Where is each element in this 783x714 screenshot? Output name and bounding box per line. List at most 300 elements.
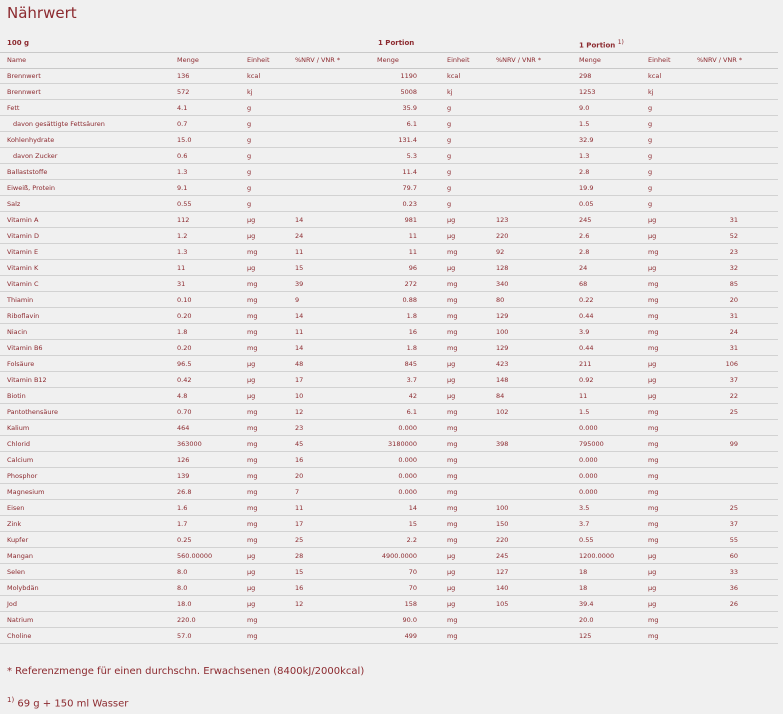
cell-name: Riboflavin <box>7 312 40 320</box>
cell-name: Selen <box>7 568 26 576</box>
footnote-portion <box>7 696 128 709</box>
cell-menge-portion1: 6.1 <box>406 408 417 416</box>
cell-einheit-portion2: mg <box>648 296 659 304</box>
table-row <box>0 84 778 100</box>
cell-menge-portion2: 20.0 <box>579 616 594 624</box>
cell-menge-portion2: 211 <box>579 360 592 368</box>
cell-menge-portion2: 1200.0000 <box>579 552 615 560</box>
cell-name: Vitamin B6 <box>7 344 43 352</box>
cell-menge-100g: 1.3 <box>177 248 188 256</box>
cell-menge-portion2: 125 <box>579 632 592 640</box>
cell-menge-portion1: 90.0 <box>402 616 417 624</box>
cell-einheit-portion1: mg <box>447 504 458 512</box>
cell-menge-portion2: 1253 <box>579 88 596 96</box>
cell-menge-100g: 57.0 <box>177 632 192 640</box>
col-einheit-3: Einheit <box>648 56 671 64</box>
cell-menge-portion2: 0.05 <box>579 200 594 208</box>
cell-einheit-portion2: mg <box>648 344 659 352</box>
cell-name: Eisen <box>7 504 25 512</box>
cell-nrv-portion2: 24 <box>729 328 738 336</box>
cell-einheit-portion2: mg <box>648 408 659 416</box>
cell-name: Vitamin K <box>7 264 39 272</box>
cell-menge-100g: 0.10 <box>177 296 192 304</box>
cell-einheit-100g: g <box>247 184 252 192</box>
cell-einheit-100g: g <box>247 152 252 160</box>
cell-nrv-100g: 48 <box>295 360 304 368</box>
cell-name: Biotin <box>7 392 26 400</box>
cell-nrv-100g: 12 <box>295 408 304 416</box>
cell-einheit-100g: mg <box>247 424 258 432</box>
cell-einheit-100g: mg <box>247 280 258 288</box>
cell-einheit-100g: g <box>247 104 252 112</box>
cell-menge-100g: 8.0 <box>177 568 188 576</box>
cell-name: Salz <box>7 200 21 208</box>
cell-name: Vitamin D <box>7 232 39 240</box>
cell-menge-portion1: 14 <box>408 504 417 512</box>
cell-nrv-portion1: 105 <box>496 600 509 608</box>
cell-menge-portion1: 0.000 <box>398 424 417 432</box>
cell-einheit-portion2: µg <box>648 376 657 384</box>
cell-name: Choline <box>7 632 32 640</box>
cell-einheit-portion1: µg <box>447 392 456 400</box>
cell-menge-100g: 0.42 <box>177 376 192 384</box>
cell-einheit-100g: mg <box>247 248 258 256</box>
cell-einheit-portion2: mg <box>648 424 659 432</box>
cell-menge-portion2: 3.9 <box>579 328 590 336</box>
cell-nrv-portion2: 32 <box>729 264 738 272</box>
cell-einheit-100g: µg <box>247 232 256 240</box>
cell-menge-portion1: 0.23 <box>402 200 417 208</box>
cell-nrv-portion1: 150 <box>496 520 509 528</box>
cell-einheit-portion2: mg <box>648 488 659 496</box>
cell-name: Pantothensäure <box>7 408 59 416</box>
cell-nrv-portion1: 220 <box>496 536 509 544</box>
cell-name: Brennwert <box>7 88 41 96</box>
cell-nrv-portion1: 127 <box>496 568 509 576</box>
cell-menge-portion1: 845 <box>404 360 417 368</box>
cell-nrv-100g: 7 <box>295 488 300 496</box>
cell-einheit-portion1: mg <box>447 456 458 464</box>
cell-nrv-100g: 17 <box>295 376 304 384</box>
cell-nrv-portion1: 129 <box>496 344 509 352</box>
cell-einheit-100g: mg <box>247 440 258 448</box>
cell-einheit-portion1: mg <box>447 328 458 336</box>
group-portion-2-sup: 1) <box>617 39 624 46</box>
cell-menge-portion1: 42 <box>408 392 417 400</box>
cell-einheit-100g: µg <box>247 360 256 368</box>
cell-menge-portion2: 298 <box>579 72 592 80</box>
col-einheit-2: Einheit <box>447 56 470 64</box>
cell-nrv-portion2: 26 <box>729 600 738 608</box>
cell-einheit-100g: mg <box>247 456 258 464</box>
cell-menge-portion1: 11 <box>408 248 417 256</box>
cell-menge-portion1: 1.8 <box>406 344 417 352</box>
group-100g: 100 g <box>7 39 30 47</box>
table-row <box>0 596 778 612</box>
cell-einheit-portion2: g <box>648 104 653 112</box>
cell-menge-100g: 139 <box>177 472 190 480</box>
cell-menge-portion1: 0.000 <box>398 472 417 480</box>
group-header <box>0 36 778 51</box>
cell-name: Kohlenhydrate <box>7 136 55 144</box>
cell-einheit-portion1: mg <box>447 520 458 528</box>
cell-menge-portion1: 5008 <box>400 88 417 96</box>
cell-einheit-100g: mg <box>247 472 258 480</box>
cell-einheit-100g: mg <box>247 520 258 528</box>
cell-name: davon gesättigte Fettsäuren <box>13 120 105 128</box>
cell-menge-100g: 9.1 <box>177 184 188 192</box>
cell-einheit-portion1: mg <box>447 296 458 304</box>
col-name: Name <box>7 56 27 64</box>
cell-einheit-portion1: g <box>447 184 452 192</box>
cell-einheit-portion1: µg <box>447 568 456 576</box>
cell-menge-portion1: 131.4 <box>398 136 417 144</box>
cell-menge-100g: 26.8 <box>177 488 192 496</box>
cell-einheit-portion2: µg <box>648 264 657 272</box>
cell-einheit-portion1: µg <box>447 360 456 368</box>
table-row <box>0 116 778 132</box>
cell-einheit-portion1: kcal <box>447 72 461 80</box>
cell-einheit-100g: mg <box>247 488 258 496</box>
cell-nrv-portion1: 100 <box>496 504 509 512</box>
cell-einheit-portion2: mg <box>648 472 659 480</box>
cell-name: Chlorid <box>7 440 31 448</box>
cell-einheit-portion2: mg <box>648 520 659 528</box>
cell-nrv-portion2: 23 <box>729 248 738 256</box>
table-row <box>0 580 778 596</box>
col-menge-3: Menge <box>579 56 601 64</box>
cell-einheit-portion1: mg <box>447 632 458 640</box>
cell-menge-portion2: 18 <box>579 584 588 592</box>
cell-einheit-portion2: mg <box>648 440 659 448</box>
cell-menge-100g: 363000 <box>177 440 202 448</box>
cell-einheit-100g: µg <box>247 552 256 560</box>
cell-menge-100g: 1.2 <box>177 232 188 240</box>
nutrition-table <box>0 68 778 644</box>
cell-einheit-100g: mg <box>247 408 258 416</box>
cell-menge-100g: 0.55 <box>177 200 192 208</box>
cell-nrv-100g: 20 <box>295 472 304 480</box>
cell-einheit-portion1: kj <box>447 88 453 96</box>
cell-menge-portion2: 3.5 <box>579 504 590 512</box>
cell-menge-100g: 572 <box>177 88 190 96</box>
table-row <box>0 292 778 308</box>
cell-menge-portion1: 4900.0000 <box>381 552 417 560</box>
cell-menge-portion2: 245 <box>579 216 592 224</box>
cell-menge-portion1: 16 <box>408 328 417 336</box>
cell-menge-100g: 4.1 <box>177 104 188 112</box>
cell-menge-portion1: 1190 <box>400 72 417 80</box>
cell-menge-portion2: 11 <box>579 392 588 400</box>
cell-menge-100g: 1.6 <box>177 504 188 512</box>
table-row <box>0 484 778 500</box>
cell-einheit-100g: g <box>247 136 252 144</box>
col-nrv-3: %NRV / VNR * <box>697 56 743 64</box>
cell-nrv-portion1: 423 <box>496 360 509 368</box>
cell-einheit-100g: mg <box>247 504 258 512</box>
table-row <box>0 628 778 644</box>
cell-nrv-100g: 16 <box>295 584 304 592</box>
table-row <box>0 196 778 212</box>
cell-name: Folsäure <box>7 360 35 368</box>
cell-nrv-100g: 16 <box>295 456 304 464</box>
cell-name: Calcium <box>7 456 34 464</box>
cell-nrv-100g: 17 <box>295 520 304 528</box>
cell-einheit-portion2: mg <box>648 504 659 512</box>
cell-name: Niacin <box>7 328 28 336</box>
cell-einheit-portion2: µg <box>648 584 657 592</box>
cell-menge-portion1: 6.1 <box>406 120 417 128</box>
cell-menge-portion1: 35.9 <box>402 104 417 112</box>
table-row <box>0 340 778 356</box>
cell-menge-100g: 0.20 <box>177 344 192 352</box>
cell-nrv-portion2: 99 <box>729 440 738 448</box>
cell-nrv-portion2: 20 <box>729 296 738 304</box>
cell-menge-100g: 96.5 <box>177 360 192 368</box>
cell-einheit-portion1: g <box>447 136 452 144</box>
cell-einheit-portion1: mg <box>447 472 458 480</box>
cell-einheit-100g: µg <box>247 376 256 384</box>
cell-menge-100g: 1.7 <box>177 520 188 528</box>
cell-einheit-100g: µg <box>247 568 256 576</box>
cell-einheit-portion1: g <box>447 200 452 208</box>
table-row <box>0 612 778 628</box>
table-row <box>0 564 778 580</box>
cell-nrv-portion2: 55 <box>729 536 738 544</box>
col-menge-2: Menge <box>377 56 399 64</box>
cell-nrv-portion2: 36 <box>729 584 738 592</box>
cell-nrv-portion2: 60 <box>729 552 738 560</box>
cell-menge-portion2: 0.000 <box>579 424 598 432</box>
cell-name: Molybdän <box>7 584 39 592</box>
cell-menge-100g: 220.0 <box>177 616 196 624</box>
cell-menge-portion1: 1.8 <box>406 312 417 320</box>
cell-nrv-100g: 24 <box>295 232 304 240</box>
cell-nrv-100g: 25 <box>295 536 304 544</box>
cell-menge-portion2: 0.44 <box>579 312 594 320</box>
cell-nrv-portion1: 84 <box>496 392 505 400</box>
cell-einheit-portion2: µg <box>648 600 657 608</box>
cell-menge-portion2: 68 <box>579 280 588 288</box>
cell-einheit-portion2: g <box>648 136 653 144</box>
cell-nrv-100g: 28 <box>295 552 304 560</box>
cell-einheit-portion1: mg <box>447 536 458 544</box>
cell-nrv-portion1: 92 <box>496 248 505 256</box>
cell-nrv-portion2: 85 <box>729 280 738 288</box>
cell-menge-portion1: 70 <box>408 568 417 576</box>
cell-menge-portion1: 2.2 <box>406 536 417 544</box>
cell-menge-portion2: 19.9 <box>579 184 594 192</box>
cell-menge-100g: 11 <box>177 264 186 272</box>
cell-menge-portion2: 0.92 <box>579 376 594 384</box>
cell-name: Thiamin <box>7 296 34 304</box>
cell-einheit-100g: µg <box>247 264 256 272</box>
cell-einheit-portion2: g <box>648 200 653 208</box>
cell-nrv-portion1: 148 <box>496 376 509 384</box>
cell-einheit-portion2: µg <box>648 360 657 368</box>
cell-menge-100g: 0.6 <box>177 152 188 160</box>
cell-einheit-portion1: mg <box>447 248 458 256</box>
cell-einheit-portion2: µg <box>648 568 657 576</box>
cell-einheit-100g: g <box>247 168 252 176</box>
cell-nrv-portion2: 52 <box>729 232 738 240</box>
cell-menge-portion2: 0.22 <box>579 296 594 304</box>
cell-nrv-portion2: 31 <box>729 344 738 352</box>
cell-name: Ballaststoffe <box>7 168 48 176</box>
cell-nrv-portion1: 123 <box>496 216 509 224</box>
cell-einheit-portion2: mg <box>648 536 659 544</box>
cell-menge-portion1: 3.7 <box>406 376 417 384</box>
cell-einheit-portion1: mg <box>447 488 458 496</box>
footnote-reference: * Referenzmenge für einen durchschn. Erwachsenen (8400kJ/2000kcal) <box>7 666 365 677</box>
cell-menge-portion1: 79.7 <box>402 184 417 192</box>
cell-menge-portion2: 39.4 <box>579 600 594 608</box>
cell-name: Eiweiß, Protein <box>7 184 56 192</box>
page-title: Nährwert <box>7 4 77 22</box>
cell-menge-portion2: 0.55 <box>579 536 594 544</box>
cell-einheit-portion2: g <box>648 184 653 192</box>
cell-name: Magnesium <box>7 488 45 496</box>
cell-menge-100g: 4.8 <box>177 392 188 400</box>
cell-einheit-portion2: µg <box>648 232 657 240</box>
cell-name: Vitamin C <box>7 280 39 288</box>
cell-nrv-100g: 14 <box>295 344 304 352</box>
cell-menge-portion1: 11 <box>408 232 417 240</box>
cell-name: Mangan <box>7 552 33 560</box>
cell-name: Natrium <box>7 616 34 624</box>
cell-einheit-portion1: g <box>447 152 452 160</box>
cell-nrv-100g: 11 <box>295 504 304 512</box>
cell-nrv-portion1: 340 <box>496 280 509 288</box>
cell-nrv-100g: 23 <box>295 424 304 432</box>
col-nrv-2: %NRV / VNR * <box>496 56 542 64</box>
cell-einheit-portion1: mg <box>447 440 458 448</box>
cell-einheit-100g: mg <box>247 536 258 544</box>
cell-name: Zink <box>7 520 22 528</box>
cell-menge-100g: 1.8 <box>177 328 188 336</box>
cell-menge-portion1: 158 <box>404 600 417 608</box>
cell-einheit-portion2: g <box>648 168 653 176</box>
table-row <box>0 212 778 228</box>
cell-menge-100g: 136 <box>177 72 190 80</box>
cell-name: Fett <box>7 104 20 112</box>
cell-menge-portion1: 0.88 <box>402 296 417 304</box>
cell-menge-100g: 0.25 <box>177 536 192 544</box>
cell-name: Vitamin B12 <box>7 376 47 384</box>
table-row <box>0 436 778 452</box>
cell-menge-100g: 0.70 <box>177 408 192 416</box>
cell-nrv-portion2: 25 <box>729 408 738 416</box>
cell-einheit-portion1: mg <box>447 616 458 624</box>
cell-einheit-100g: kcal <box>247 72 261 80</box>
cell-einheit-portion1: mg <box>447 344 458 352</box>
cell-menge-portion1: 0.000 <box>398 456 417 464</box>
cell-nrv-portion2: 22 <box>729 392 738 400</box>
cell-nrv-portion2: 31 <box>729 312 738 320</box>
table-row <box>0 180 778 196</box>
table-row <box>0 404 778 420</box>
cell-menge-portion1: 15 <box>408 520 417 528</box>
cell-menge-portion2: 1.3 <box>579 152 590 160</box>
table-row <box>0 148 778 164</box>
table-row <box>0 468 778 484</box>
table-row <box>0 324 778 340</box>
table-row <box>0 532 778 548</box>
cell-menge-100g: 1.3 <box>177 168 188 176</box>
cell-name: Jod <box>7 600 18 608</box>
group-portion-2-label: 1 Portion <box>579 41 616 50</box>
cell-name: Phosphor <box>7 472 38 480</box>
cell-nrv-portion1: 129 <box>496 312 509 320</box>
cell-einheit-portion1: mg <box>447 424 458 432</box>
cell-menge-portion1: 3180000 <box>388 440 417 448</box>
cell-nrv-portion1: 128 <box>496 264 509 272</box>
cell-nrv-portion1: 245 <box>496 552 509 560</box>
table-row <box>0 420 778 436</box>
cell-menge-100g: 112 <box>177 216 190 224</box>
cell-nrv-portion1: 80 <box>496 296 505 304</box>
cell-einheit-portion2: mg <box>648 312 659 320</box>
cell-nrv-100g: 15 <box>295 264 304 272</box>
cell-einheit-100g: g <box>247 200 252 208</box>
cell-nrv-portion2: 37 <box>729 520 738 528</box>
cell-nrv-100g: 15 <box>295 568 304 576</box>
cell-einheit-100g: mg <box>247 632 258 640</box>
cell-nrv-100g: 45 <box>295 440 304 448</box>
cell-nrv-portion1: 102 <box>496 408 509 416</box>
cell-einheit-portion1: mg <box>447 312 458 320</box>
cell-einheit-portion2: mg <box>648 632 659 640</box>
cell-einheit-100g: mg <box>247 616 258 624</box>
table-row <box>0 356 778 372</box>
cell-name: Brennwert <box>7 72 41 80</box>
cell-menge-100g: 126 <box>177 456 190 464</box>
cell-einheit-portion2: kj <box>648 88 654 96</box>
cell-einheit-100g: kj <box>247 88 253 96</box>
cell-einheit-portion2: mg <box>648 328 659 336</box>
cell-einheit-portion1: µg <box>447 232 456 240</box>
cell-menge-portion1: 70 <box>408 584 417 592</box>
cell-nrv-100g: 14 <box>295 216 304 224</box>
table-row <box>0 276 778 292</box>
cell-menge-portion2: 3.7 <box>579 520 590 528</box>
cell-einheit-portion1: g <box>447 120 452 128</box>
cell-menge-portion1: 981 <box>404 216 417 224</box>
table-row <box>0 372 778 388</box>
cell-einheit-portion2: mg <box>648 616 659 624</box>
cell-menge-100g: 464 <box>177 424 190 432</box>
cell-nrv-portion2: 25 <box>729 504 738 512</box>
cell-menge-portion2: 0.44 <box>579 344 594 352</box>
footnote-portion-sup: 1) <box>7 696 15 704</box>
cell-einheit-100g: µg <box>247 392 256 400</box>
group-portion-2 <box>579 39 624 49</box>
cell-menge-100g: 0.20 <box>177 312 192 320</box>
cell-einheit-100g: µg <box>247 584 256 592</box>
cell-menge-portion2: 0.000 <box>579 488 598 496</box>
cell-einheit-100g: µg <box>247 216 256 224</box>
cell-nrv-portion1: 398 <box>496 440 509 448</box>
cell-menge-100g: 560.00000 <box>177 552 213 560</box>
cell-menge-portion2: 0.000 <box>579 456 598 464</box>
table-row <box>0 68 778 84</box>
cell-einheit-portion1: µg <box>447 600 456 608</box>
cell-nrv-100g: 9 <box>295 296 300 304</box>
cell-einheit-portion2: mg <box>648 456 659 464</box>
cell-menge-100g: 15.0 <box>177 136 192 144</box>
cell-einheit-portion1: g <box>447 168 452 176</box>
cell-menge-portion2: 9.0 <box>579 104 590 112</box>
